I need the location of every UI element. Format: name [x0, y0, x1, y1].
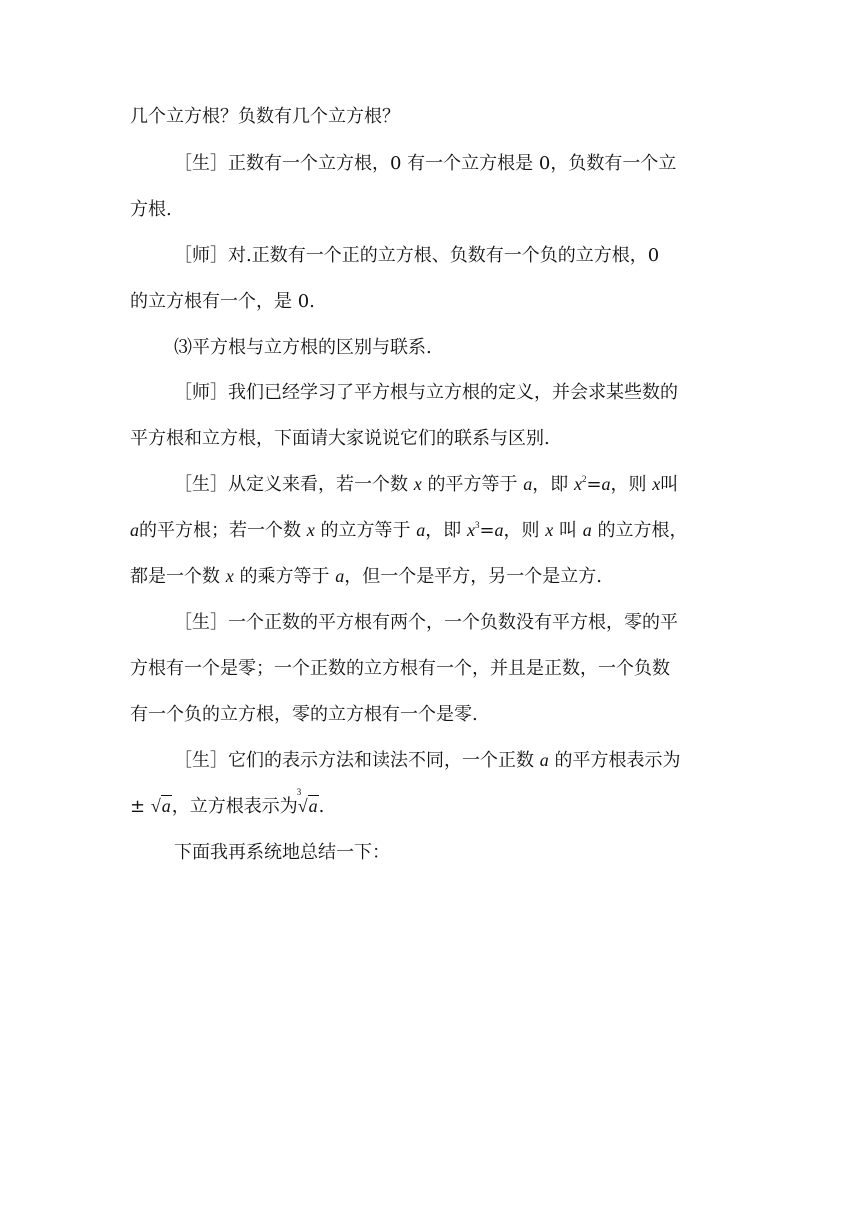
math-variable: a — [335, 566, 345, 586]
math-variable: x — [225, 566, 234, 586]
text-span: . — [318, 796, 325, 817]
math-variable: a — [494, 520, 504, 540]
root-index: 3 — [296, 787, 302, 797]
text-span: 的平方根；若一个数 — [139, 520, 301, 541]
radicand: a — [161, 796, 171, 816]
text-span: ，则 — [610, 474, 647, 495]
math-equation — [467, 520, 504, 541]
text-span: 都是一个数 — [130, 566, 220, 587]
text-span: ［生］它们的表示方法和读法不同，一个正数 — [174, 750, 534, 771]
text-span: 的平方等于 — [427, 474, 518, 495]
paragraph-line — [130, 422, 550, 455]
math-exponent: 2 — [581, 474, 587, 484]
text-span: ，即 — [425, 520, 462, 541]
math-variable: a — [523, 474, 533, 494]
text-span: 几个立方根？负数有几个立方根？ — [130, 106, 400, 127]
text-span: 的立方根， — [597, 520, 688, 541]
text-span: ，但一个是平方，另一个是立方. — [344, 566, 602, 587]
math-variable: x — [652, 474, 661, 494]
math-variable: a — [130, 520, 139, 540]
text-span: ［生］一个正数的平方根有两个，一个负数没有平方根，零的平 — [174, 612, 678, 633]
text-span: 叫 — [559, 520, 577, 541]
paragraph-line — [130, 652, 670, 685]
text-span: 有一个负的立方根，零的立方根有一个是零. — [130, 704, 478, 725]
text-span: ［生］正数有一个立方根，0 有一个立方根是 0，负数有一个立 — [174, 153, 677, 174]
text-span: 方根. — [130, 199, 172, 220]
text-span: ［师］我们已经学习了平方根与立方根的定义，并会求某些数的 — [174, 382, 678, 403]
paragraph-line — [130, 787, 325, 823]
paragraph-line — [174, 606, 678, 639]
paragraph-line — [130, 514, 687, 550]
math-variable: x — [466, 520, 475, 540]
math-variable: a — [539, 750, 549, 770]
paragraph-line — [130, 560, 602, 593]
text-span: ［师］对.正数有一个正的立方根、负数有一个负的立方根，0 — [174, 245, 660, 266]
text-span: 的乘方等于 — [239, 566, 330, 587]
math-variable: x — [306, 520, 315, 540]
text-span: 的立方等于 — [320, 520, 411, 541]
paragraph-line — [130, 698, 478, 731]
math-equation — [574, 474, 611, 495]
paragraph-line — [174, 147, 676, 180]
math-variable: x — [573, 474, 582, 494]
paragraph-line — [174, 836, 390, 869]
text-span: ，则 — [503, 520, 540, 541]
text-span: 方根有一个是零；一个正数的立方根有一个，并且是正数，一个负数 — [130, 658, 670, 679]
radicand: a — [308, 796, 318, 816]
text-span: 下面我再系统地总结一下： — [174, 842, 390, 863]
paragraph-line — [174, 376, 678, 409]
text-span: 叫 — [660, 474, 679, 495]
section-heading — [174, 331, 432, 364]
text-span: 的平方根表示为 — [554, 750, 681, 771]
paragraph-line — [130, 285, 315, 318]
math-variable: x — [413, 474, 422, 494]
text-span: ，即 — [532, 474, 569, 495]
paragraph-line — [174, 468, 678, 504]
paragraph-line — [130, 193, 172, 226]
text-span: ，立方根表示为 — [171, 796, 298, 817]
math-operator: = — [479, 520, 495, 541]
text-span: 的立方根有一个，是 0. — [130, 291, 315, 312]
paragraph-line — [130, 100, 400, 133]
paragraph-line — [174, 744, 680, 777]
math-variable: a — [601, 474, 611, 494]
math-variable: a — [416, 520, 426, 540]
math-variable: x — [545, 520, 554, 540]
math-operator: = — [586, 474, 602, 495]
plus-minus-sign: ± — [130, 796, 146, 817]
square-root: √a — [150, 796, 171, 816]
text-span: ⑶平方根与立方根的区别与联系. — [174, 337, 432, 358]
text-span: ［生］从定义来看，若一个数 — [174, 474, 408, 495]
math-variable: a — [582, 520, 592, 540]
cube-root: 3 √a — [296, 787, 318, 816]
paragraph-line — [174, 239, 659, 272]
math-exponent: 3 — [474, 520, 480, 530]
text-span: 平方根和立方根，下面请大家说说它们的联系与区别. — [130, 428, 550, 449]
